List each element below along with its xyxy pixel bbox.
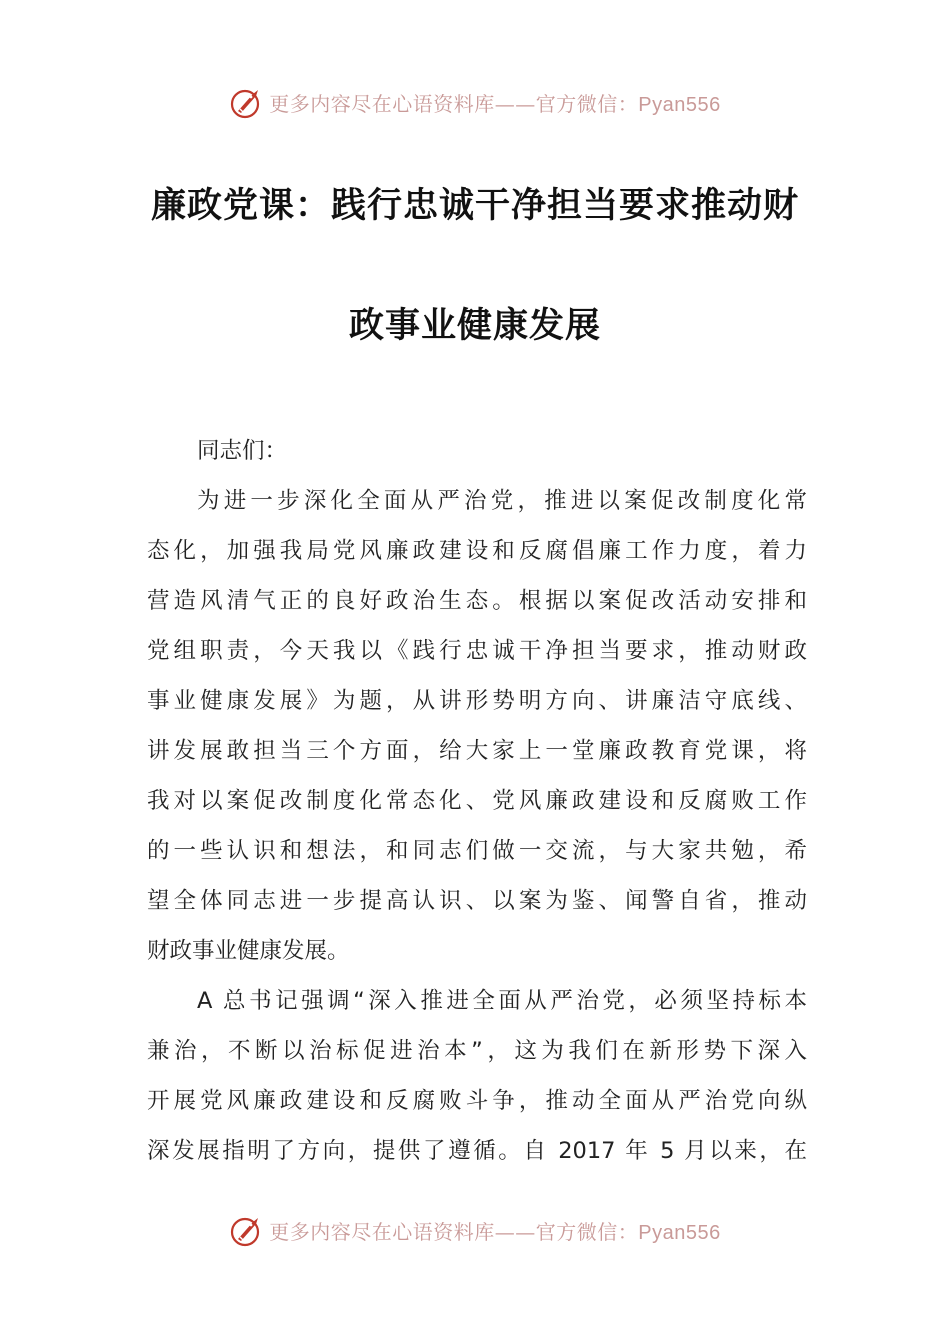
body-line: A 总书记强调“深入推进全面从严治党，必须坚持标本 — [197, 988, 807, 1014]
body-line: 开展党风廉政建设和反腐败斗争，推动全面从严治党向纵 — [147, 1088, 807, 1114]
pen-nib-circle-icon — [229, 1212, 265, 1248]
body-line: 态化，加强我局党风廉政建设和反腐倡廉工作力度，着力 — [147, 538, 807, 564]
body-line: 同志们： — [197, 438, 288, 464]
document-title-line-1: 廉政党课：践行忠诚干净担当要求推动财 — [150, 185, 799, 226]
watermark-footer — [0, 1210, 950, 1250]
document-body — [147, 426, 807, 1176]
watermark-prefix: 更多内容尽在心语资料库——官方微信： — [269, 91, 639, 116]
watermark-header — [0, 82, 950, 122]
body-line: 望全体同志进一步提高认识、以案为鉴、闻警自省，推动 — [147, 888, 807, 914]
body-line: 兼治，不断以治标促进治本”，这为我们在新形势下深入 — [147, 1038, 807, 1064]
watermark-prefix: 更多内容尽在心语资料库——官方微信： — [269, 1219, 639, 1244]
body-line: 事业健康发展》为题，从讲形势明方向、讲廉洁守底线、 — [147, 688, 807, 714]
body-line: 讲发展敢担当三个方面，给大家上一堂廉政教育党课，将 — [147, 738, 807, 764]
body-line: 财政事业健康发展。 — [147, 938, 350, 964]
watermark-text — [269, 1216, 720, 1245]
body-line: 营造风清气正的良好政治生态。根据以案促改活动安排和 — [147, 588, 807, 614]
watermark-wechat-id: Pyan556 — [638, 1221, 721, 1244]
body-line: 为进一步深化全面从严治党，推进以案促改制度化常 — [197, 488, 807, 514]
body-line: 深发展指明了方向，提供了遵循。自 2017 年 5 月以来，在 — [147, 1138, 807, 1164]
watermark-wechat-id: Pyan556 — [638, 93, 721, 116]
body-line: 的一些认识和想法，和同志们做一交流，与大家共勉，希 — [147, 838, 807, 864]
body-line: 党组职责，今天我以《践行忠诚干净担当要求，推动财政 — [147, 638, 807, 664]
watermark-text — [269, 88, 720, 117]
document-title-line-2: 政事业健康发展 — [348, 305, 601, 346]
body-line: 我对以案促改制度化常态化、党风廉政建设和反腐败工作 — [147, 788, 807, 814]
pen-nib-circle-icon — [229, 84, 265, 120]
